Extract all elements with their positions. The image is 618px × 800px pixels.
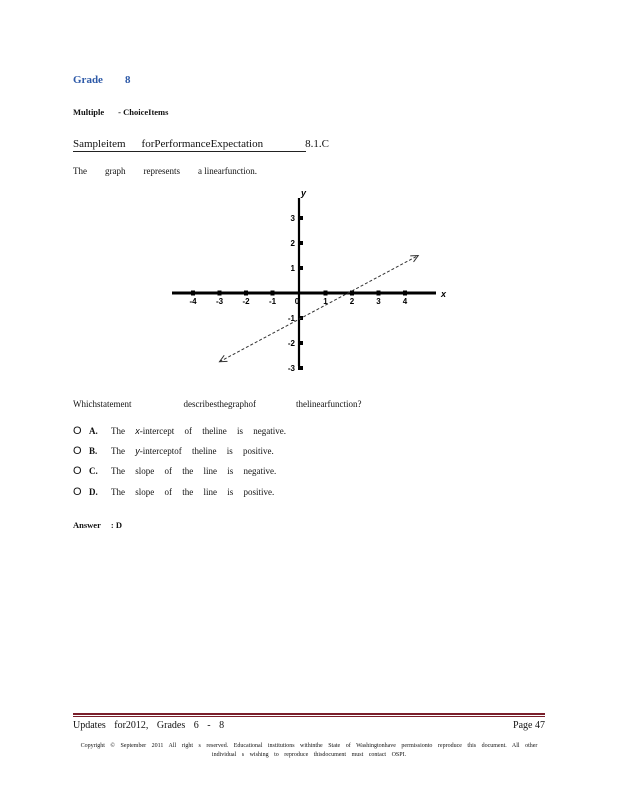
sample-item-title — [73, 138, 329, 150]
footer-page-number: Page 47 — [513, 720, 545, 731]
copyright-notice: Copyright © September 2011 All right s reserved. Educational institutions withinthe State of Washingtonhave permissionto reproduce this document. All other individual s wishing to reproduce thisdocument must contact OSPI. — [80, 743, 538, 758]
section-heading — [73, 107, 168, 117]
sample-part-1: Sampleitem — [73, 138, 126, 150]
option-b-text-after: -interceptof theline is positive. — [139, 446, 274, 456]
option-a[interactable] — [73, 425, 286, 437]
stem-word-1: The — [73, 166, 87, 176]
x-tick-mark — [377, 291, 381, 296]
linear-function-graph — [160, 186, 460, 376]
section-word-1: Multiple — [73, 107, 105, 117]
question-text — [73, 399, 361, 409]
y-tick-mark — [298, 341, 303, 345]
y-tick-label: 3 — [290, 214, 295, 223]
y-tick-label: 1 — [290, 264, 295, 273]
stem-word-2: graph — [105, 166, 126, 176]
x-tick-label: -4 — [189, 297, 197, 306]
x-tick-label: -3 — [215, 297, 224, 306]
y-tick-mark — [298, 266, 303, 270]
x-tick-mark — [244, 291, 248, 296]
graph-series — [220, 256, 419, 362]
x-tick-label: 3 — [376, 297, 381, 306]
question-part-1: Whichstatement — [73, 399, 132, 409]
grade-heading — [73, 74, 130, 86]
option-a-text-before: The — [111, 426, 125, 436]
option-b-italic: y — [135, 446, 140, 456]
option-a-text-after: -intercept of theline is negative. — [139, 426, 286, 436]
stem-word-4: a linearfunction. — [197, 166, 257, 176]
footer-updates: Updates for2012, Grades 6 - 8 — [73, 720, 225, 731]
option-a-text — [111, 426, 286, 436]
y-tick-mark — [298, 216, 303, 220]
option-b-text-before: The — [111, 446, 125, 456]
x-tick-label: 2 — [349, 297, 355, 306]
answer-label: Answer — [73, 520, 101, 530]
x-tick-label: 1 — [323, 297, 328, 306]
footer-rule-thin — [73, 716, 545, 717]
option-b-text — [111, 446, 274, 456]
option-a-bubble[interactable]: O — [73, 425, 82, 437]
x-tick-mark — [324, 291, 328, 296]
option-b-letter: B. — [89, 446, 98, 456]
y-axis-label: y — [301, 188, 307, 198]
question-stem — [73, 166, 275, 176]
section-word-2: - ChoiceItems — [118, 107, 169, 117]
option-c-text: The slope of the line is negative. — [111, 466, 277, 476]
x-tick-mark — [191, 291, 195, 296]
y-tick-label: -2 — [287, 339, 295, 348]
option-a-letter: A. — [89, 426, 98, 436]
option-b-bubble[interactable]: O — [73, 445, 82, 457]
question-part-2: describesthegraphof — [183, 399, 256, 409]
x-axis-label: x — [441, 289, 447, 299]
grade-label: Grade — [73, 74, 103, 86]
option-d-bubble[interactable]: O — [73, 486, 82, 498]
x-tick-label: 4 — [402, 297, 408, 306]
option-d-letter: D. — [89, 487, 98, 497]
x-tick-label: 0 — [294, 297, 300, 306]
x-tick-mark — [218, 291, 222, 296]
x-tick-label: -2 — [242, 297, 250, 306]
y-tick-label: -1 — [287, 314, 295, 323]
answer-value: : D — [110, 520, 122, 530]
option-a-italic: x — [135, 426, 140, 436]
x-tick-mark — [271, 291, 275, 296]
option-d[interactable] — [73, 486, 274, 498]
graph-axes — [172, 198, 436, 366]
grade-value: 8 — [124, 74, 131, 86]
x-tick-label: -1 — [268, 297, 277, 306]
y-tick-label: -3 — [287, 364, 295, 373]
option-b[interactable] — [73, 445, 274, 457]
option-c-bubble[interactable]: O — [73, 465, 82, 477]
x-tick-mark — [403, 291, 407, 296]
answer-line — [73, 520, 122, 530]
option-c[interactable] — [73, 465, 276, 477]
option-c-letter: C. — [89, 466, 98, 476]
sample-underline — [73, 151, 306, 152]
sample-part-2: forPerformanceExpectation — [141, 138, 264, 150]
option-d-text: The slope of the line is positive. — [111, 487, 275, 497]
graph-line — [220, 256, 419, 362]
sample-part-3: 8.1.C — [305, 138, 329, 150]
graph-labels — [189, 188, 447, 373]
question-part-3: thelinearfunction? — [295, 399, 362, 409]
y-tick-label: 2 — [290, 239, 295, 248]
y-tick-mark — [298, 366, 303, 370]
stem-word-3: represents — [143, 166, 180, 176]
footer-rule — [73, 713, 545, 715]
y-tick-mark — [298, 241, 303, 245]
